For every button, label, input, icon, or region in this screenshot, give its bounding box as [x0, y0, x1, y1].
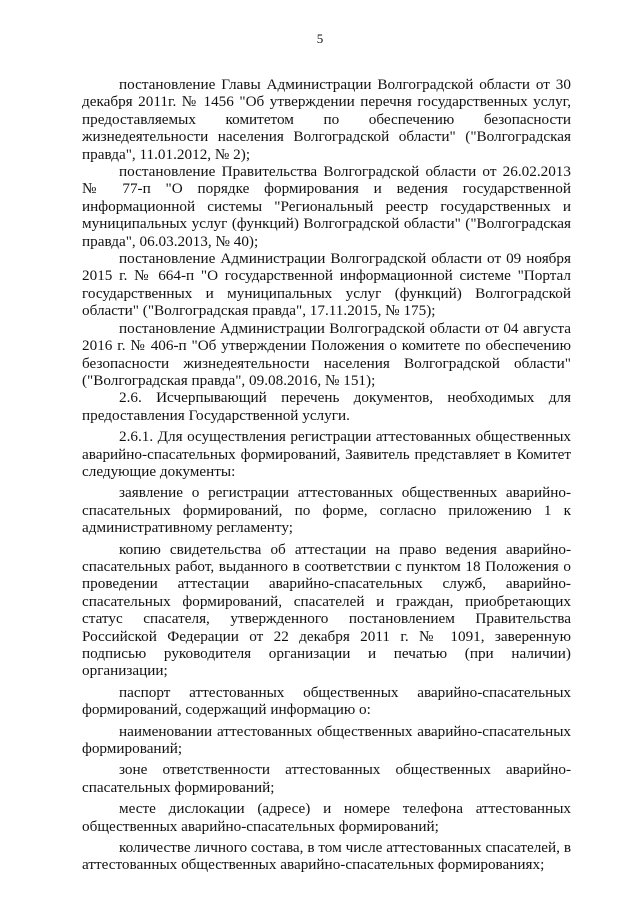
paragraph-resolution-664p: постановление Администрации Волгоградской области от 09 ноября 2015 г. № 664-п "О государственной информационной системе "Портал государственных и муниципальных услуг (функций) Волгоградской области" ("Волгоградская правда", 17.11.2015, № 175);	[82, 250, 571, 320]
paragraph-responsibility-zone: зоне ответственности аттестованных общественных аварийно-спасательных формирований;	[82, 761, 571, 796]
paragraph-resolution-1456: постановление Главы Администрации Волгоградской области от 30 декабря 2011г. № 1456 "Об утверждении перечня государственных услуг, предоставляемых комитетом по обеспечению безопасности жизнедеятельности населения Волгоградской области" ("Волгоградская правда", 11.01.2012, № 2);	[82, 76, 571, 163]
paragraph-section-2-6: 2.6. Исчерпывающий перечень документов, необходимых для предоставления Государственной услуги.	[82, 389, 571, 424]
paragraph-name-info: наименовании аттестованных общественных аварийно-спасательных формирований;	[82, 722, 571, 758]
paragraph-certificate-copy: копию свидетельства об аттестации на право ведения аварийно-спасательных работ, выданного в соответствии с пунктом 18 Положения о проведении аттестации аварийно-спасательных служб, аварийно-спасательных формирований, спасателей и граждан, приобретающих статус спасателя, утвержденного постановлением Правительства Российской Федерации от 22 декабря 2011 г. № 1091, заверенную подписью руководителя организации и печатью (при наличии) организации;	[82, 540, 571, 680]
paragraph-resolution-406p: постановление Администрации Волгоградской области от 04 августа 2016 г. № 406-п "Об утверждении Положения о комитете по обеспечению безопасности жизнедеятельности населения Волгоградской области" ("Волгоградская правда", 09.08.2016, № 151);	[82, 319, 571, 389]
paragraph-resolution-77p: постановление Правительства Волгоградской области от 26.02.2013 № 77-п "О порядке формирования и ведения государственной информационной системы "Региональный реестр государственных и муниципальных услуг (функций) Волгоградской области" ("Волгоградская правда", 06.03.2013, № 40);	[82, 163, 571, 250]
paragraph-location: месте дислокации (адресе) и номере телефона аттестованных общественных аварийно-спасательных формирований;	[82, 800, 571, 835]
document-body	[82, 76, 571, 874]
paragraph-section-2-6-1: 2.6.1. Для осуществления регистрации аттестованных общественных аварийно-спасательных формирований, Заявитель представляет в Комитет следующие документы:	[82, 428, 571, 480]
paragraph-passport: паспорт аттестованных общественных аварийно-спасательных формирований, содержащий информацию о:	[82, 683, 571, 719]
paragraph-application: заявление о регистрации аттестованных общественных аварийно-спасательных формирований, по форме, согласно приложению 1 к административному регламенту;	[82, 484, 571, 537]
page-number: 5	[316, 31, 324, 46]
paragraph-personnel: количестве личного состава, в том числе аттестованных спасателей, в аттестованных общественных аварийно-спасательных формированиях;	[82, 839, 571, 874]
